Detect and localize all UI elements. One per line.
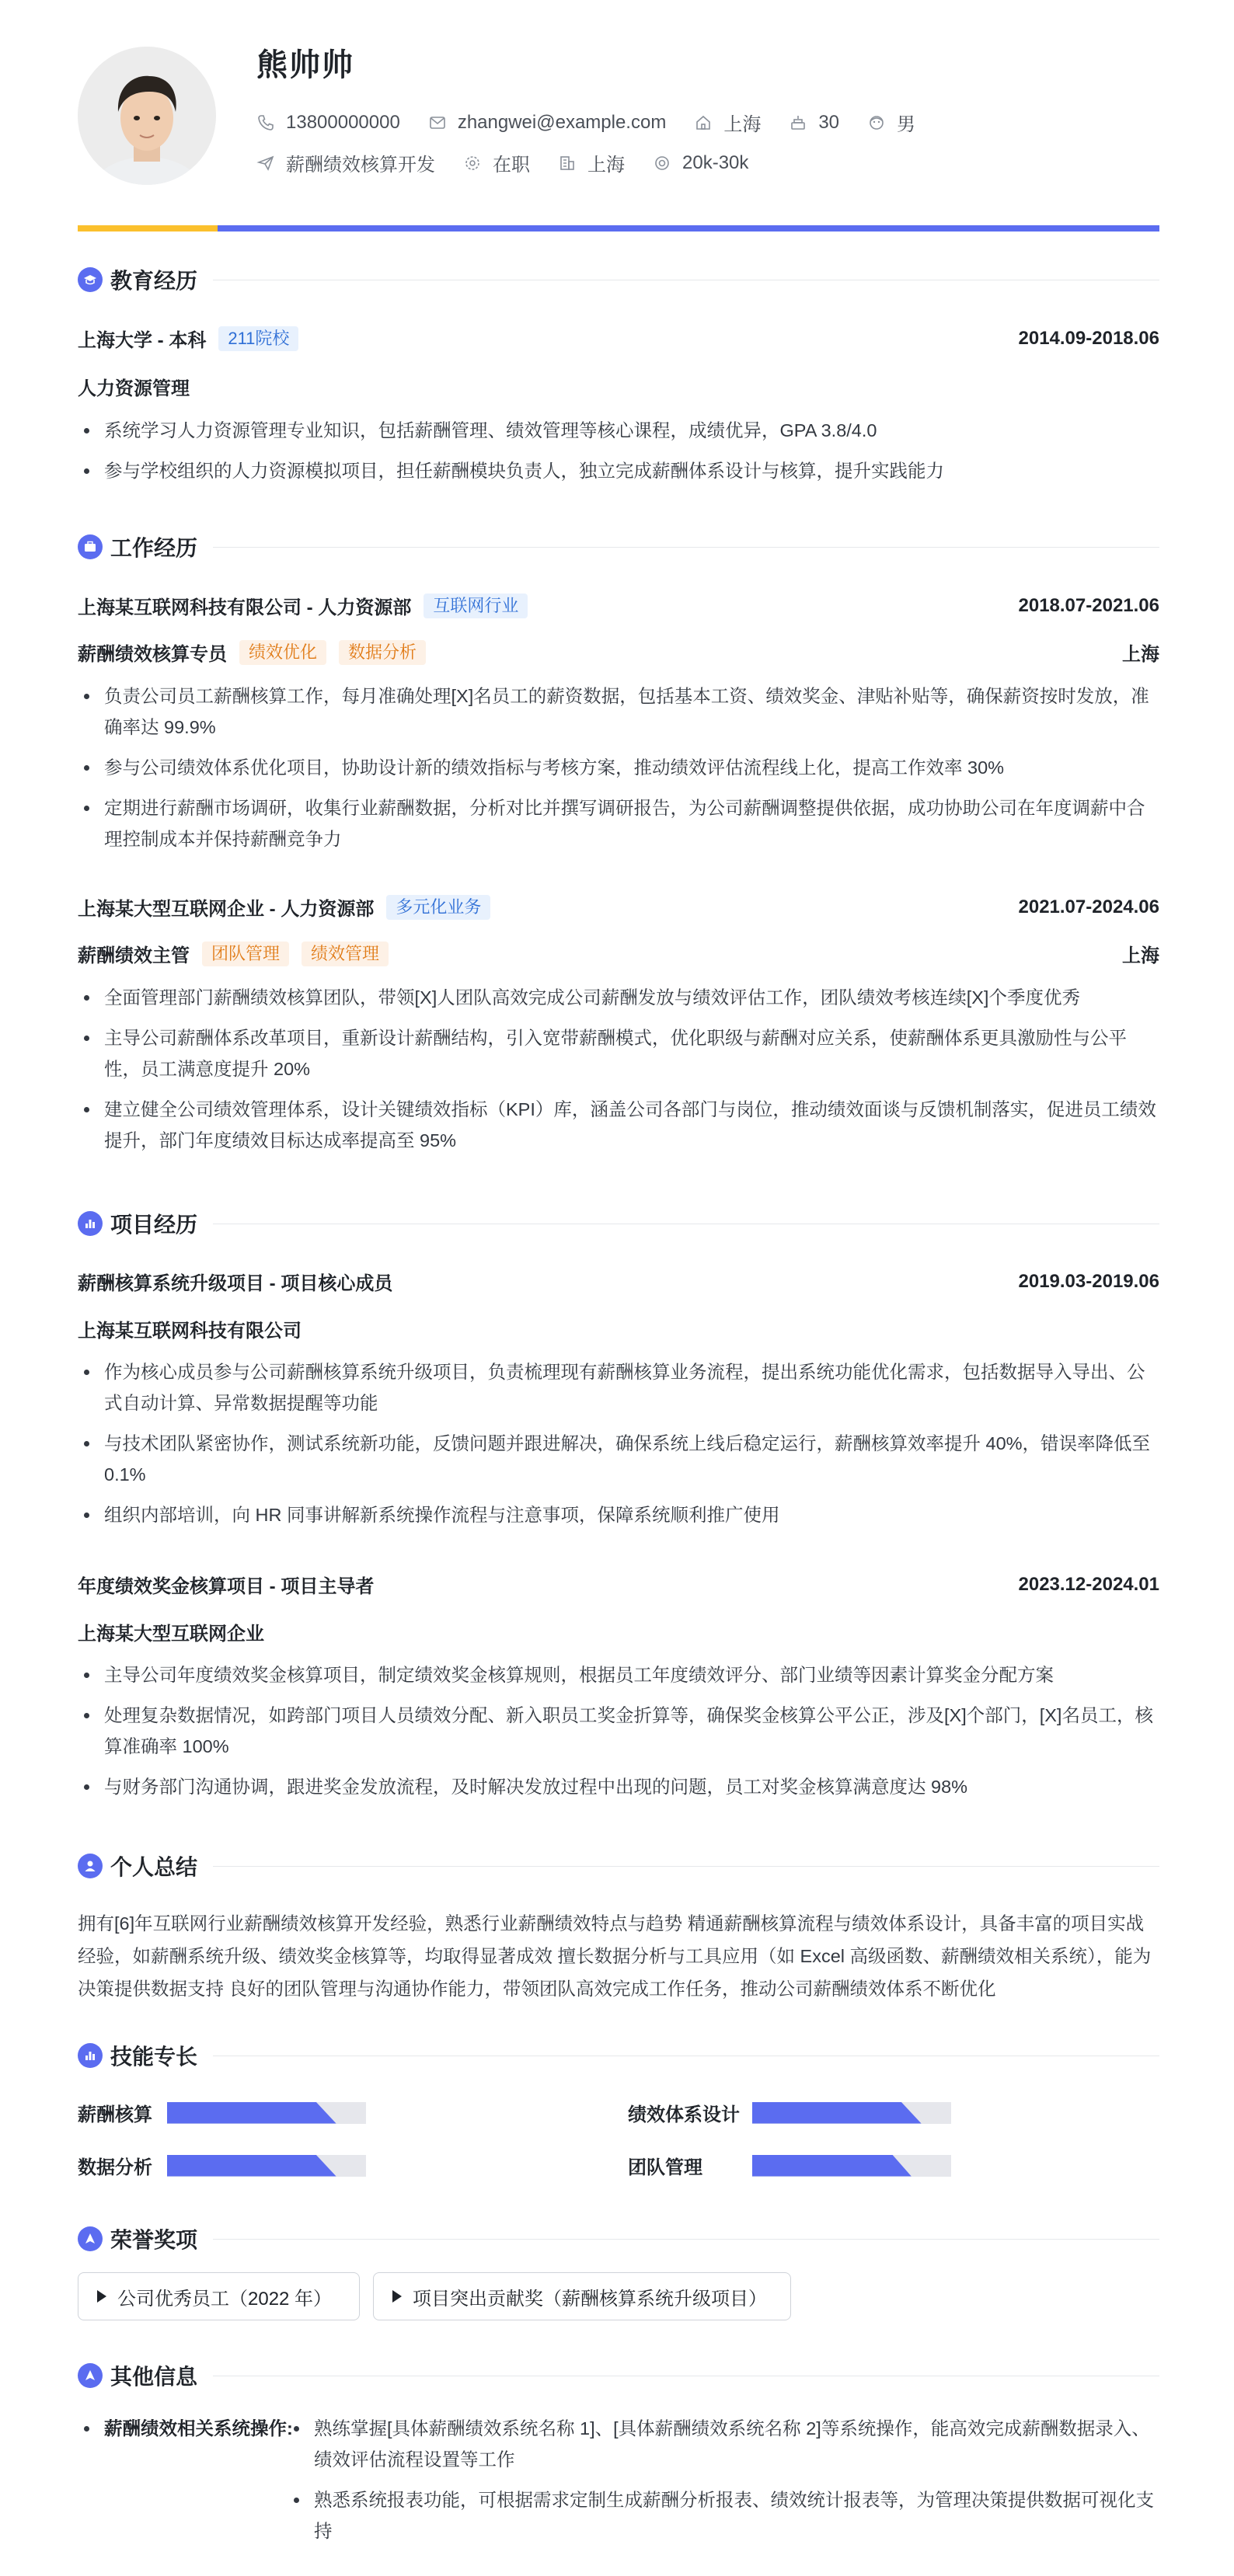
briefcase-icon <box>78 534 103 559</box>
list-item: 处理复杂数据情况，如跨部门项目人员绩效分配、新入职员工奖金折算等，确保奖金核算公平公正，涉及[X]个部门，[X]名员工，核算准确率 100% <box>78 1700 1159 1762</box>
project-date: 2023.12-2024.01 <box>1018 1573 1159 1595</box>
status-value: 在职 <box>493 155 530 176</box>
gender-item <box>867 109 915 136</box>
skill-bar <box>167 2102 366 2124</box>
gender-value: 男 <box>897 114 916 135</box>
work-date: 2021.07-2024.06 <box>1018 896 1159 917</box>
home-value: 上海 <box>723 114 762 135</box>
work-location: 上海 <box>1122 644 1159 665</box>
section-title: 技能专长 <box>110 2045 198 2069</box>
job-item <box>256 149 435 176</box>
user-icon <box>78 1854 103 1878</box>
work-date: 2018.07-2021.06 <box>1018 594 1159 616</box>
project-row <box>78 1268 1159 1295</box>
education-list <box>78 415 1159 496</box>
summary-text: 拥有[6]年互联网行业薪酬绩效核算开发经验，熟悉行业薪酬绩效特点与趋势 精通薪酬核算流程与绩效体系设计，具备丰富的项目实战经验，如薪酬系统升级、绩效奖金核算等，均取得显著成效 擅长数据分析与工具应用（如 Excel 高级函数、薪酬绩效相关系统），能为决策提供数据支持 良好的团队管理与沟通协作能力，带领团队高效完成工作任务，推动公司薪酬绩效体系不断优化 <box>78 1913 1152 1999</box>
award-icon <box>78 2226 103 2251</box>
industry-tag: 多元化业务 <box>386 895 490 920</box>
salary-value: 20k-30k <box>682 151 749 173</box>
salary-item <box>653 152 748 174</box>
skill-bar <box>752 2102 951 2124</box>
honor-item <box>373 2272 791 2320</box>
age-value: 30 <box>818 111 840 133</box>
skill-item <box>628 2152 951 2179</box>
skill-name: 绩效体系设计 <box>628 2104 740 2125</box>
work-location: 上海 <box>1122 945 1159 966</box>
section-title: 项目经历 <box>110 1213 198 1237</box>
header-divider <box>78 225 1159 231</box>
gender-icon <box>867 113 886 132</box>
list-item: 与技术团队紧密协作，测试系统新功能，反馈问题并跟进解决，确保系统上线后稳定运行，薪酬核算效率提升 40%，错误率降低至 0.1% <box>78 1428 1159 1490</box>
skill-tag: 数据分析 <box>339 640 426 665</box>
position-row <box>78 639 1159 666</box>
email-value: zhangwei@example.com <box>457 111 667 133</box>
project-date: 2019.03-2019.06 <box>1018 1270 1159 1292</box>
triangle-icon <box>392 2290 402 2303</box>
section-title: 其他信息 <box>110 2365 198 2389</box>
age-item <box>789 112 839 134</box>
list-item: 熟练掌握[具体薪酬绩效系统名称 1]、[具体薪酬绩效系统名称 2]等系统操作，能高效完成薪酬数据录入、绩效评估流程设置等工作 <box>288 2413 1159 2475</box>
section-education <box>78 264 1159 295</box>
age-icon <box>789 113 807 132</box>
list-item: 参与公司绩效体系优化项目，协助设计新的绩效指标与考核方案，推动绩效评估流程线上化，提高工作效率 30% <box>78 752 1159 783</box>
status-icon <box>463 154 482 172</box>
school-name: 上海大学 - 本科 <box>78 330 207 351</box>
skill-bar <box>167 2155 366 2177</box>
section-work <box>78 531 1159 562</box>
section-title: 荣誉奖项 <box>110 2228 198 2252</box>
skill-bar-fill <box>752 2155 912 2177</box>
city-item <box>558 149 625 176</box>
skill-bar-fill <box>752 2102 922 2124</box>
home-icon <box>694 113 713 132</box>
skill-bar <box>752 2155 951 2177</box>
section-projects <box>78 1208 1159 1239</box>
section-title: 工作经历 <box>110 536 198 560</box>
skill-item <box>78 2099 366 2126</box>
section-skills <box>78 2040 1159 2071</box>
list-item: 参与学校组织的人力资源模拟项目，担任薪酬模块负责人，独立完成薪酬体系设计与核算，提升实践能力 <box>78 455 1159 486</box>
project-list <box>78 1356 1159 1540</box>
job-intent-row <box>256 149 776 176</box>
position-row <box>78 940 1159 967</box>
work-row <box>78 893 1159 921</box>
project-name: 薪酬核算系统升级项目 - 项目核心成员 <box>78 1273 393 1294</box>
position-name: 薪酬绩效核算专员 <box>78 644 227 665</box>
education-date: 2014.09-2018.06 <box>1018 327 1159 349</box>
candidate-name: 熊帅帅 <box>256 48 354 82</box>
list-item: 熟悉系统报表功能，可根据需求定制生成薪酬分析报表、绩效统计报表等，为管理决策提供数据可视化支持 <box>288 2484 1159 2546</box>
status-item <box>463 149 530 176</box>
section-summary <box>78 1850 1159 1882</box>
school-tag: 211院校 <box>218 326 298 351</box>
skill-name: 团队管理 <box>628 2157 702 2178</box>
work-row <box>78 592 1159 619</box>
list-item: 组织内部培训，向 HR 同事讲解新系统操作流程与注意事项，保障系统顺利推广使用 <box>78 1499 1159 1530</box>
list-item: 系统学习人力资源管理专业知识，包括薪酬管理、绩效管理等核心课程，成绩优异，GPA 3.8/4.0 <box>78 415 1159 446</box>
section-other <box>78 2360 1159 2391</box>
contact-row <box>256 109 943 136</box>
triangle-icon <box>97 2290 106 2303</box>
avatar <box>78 47 216 185</box>
email-item <box>428 112 667 134</box>
list-item: 定期进行薪酬市场调研，收集行业薪酬数据，分析对比并撰写调研报告，为公司薪酬调整提供依据，成功协助公司在年度调薪中合理控制成本并保持薪酬竞争力 <box>78 792 1159 855</box>
project-company: 上海某互联网科技有限公司 <box>78 1321 302 1342</box>
work-list <box>78 681 1159 864</box>
list-item: 建立健全公司绩效管理体系，设计关键绩效指标（KPI）库，涵盖公司各部门与岗位，推动绩效面谈与反馈机制落实，促进员工绩效提升，部门年度绩效目标达成率提高至 95% <box>78 1094 1159 1156</box>
position-name: 薪酬绩效主管 <box>78 945 190 966</box>
skill-item <box>78 2152 366 2179</box>
list-item: 主导公司薪酬体系改革项目，重新设计薪酬结构，引入宽带薪酬模式，优化职级与薪酬对应关系，使薪酬体系更具激励性与公平性，员工满意度提升 20% <box>78 1022 1159 1084</box>
other-label: 薪酬绩效相关系统操作: <box>104 2418 293 2438</box>
list-item: 主导公司年度绩效奖金核算项目，制定绩效奖金核算规则，根据员工年度绩效评分、部门业绩等因素计算奖金分配方案 <box>78 1659 1159 1690</box>
company-name: 上海某互联网科技有限公司 - 人力资源部 <box>78 597 412 618</box>
phone-icon <box>256 113 275 132</box>
major: 人力资源管理 <box>78 378 190 399</box>
list-item: 负责公司员工薪酬核算工作，每月准确处理[X]名员工的薪资数据，包括基本工资、绩效奖金、津贴补贴等，确保薪资按时发放，准确率达 99.9% <box>78 681 1159 743</box>
project-list <box>78 1659 1159 1812</box>
skill-name: 薪酬核算 <box>78 2104 152 2125</box>
skill-tag: 绩效管理 <box>302 942 389 966</box>
company-name: 上海某大型互联网企业 - 人力资源部 <box>78 899 375 920</box>
skill-bar-fill <box>167 2155 336 2177</box>
honor-item <box>78 2272 360 2320</box>
industry-tag: 互联网行业 <box>424 594 528 618</box>
skill-name: 数据分析 <box>78 2157 152 2178</box>
phone-item <box>256 112 400 134</box>
education-row <box>78 325 1159 352</box>
section-title: 教育经历 <box>110 269 198 293</box>
honor-label: 公司优秀员工（2022 年） <box>117 2288 333 2310</box>
skill-tag: 绩效优化 <box>239 640 326 665</box>
list-item: 与财务部门沟通协调，跟进奖金发放流程，及时解决发放过程中出现的问题，员工对奖金核算满意度达 98% <box>78 1771 1159 1802</box>
list-item: 作为核心成员参与公司薪酬核算系统升级项目，负责梳理现有薪酬核算业务流程，提出系统功能优化需求，包括数据导入导出、公式自动计算、异常数据提醒等功能 <box>78 1356 1159 1419</box>
home-item <box>694 109 761 136</box>
project-company: 上海某大型互联网企业 <box>78 1624 264 1645</box>
list-item: 全面管理部门薪酬绩效核算团队，带领[X]人团队高效完成公司薪酬发放与绩效评估工作，团队绩效考核连续[X]个季度优秀 <box>78 982 1159 1013</box>
mail-icon <box>428 113 447 132</box>
send-icon <box>256 154 275 172</box>
skill-item <box>628 2099 951 2126</box>
project-row <box>78 1571 1159 1598</box>
skill-tag: 团队管理 <box>202 942 289 966</box>
section-honors <box>78 2223 1159 2254</box>
job-value: 薪酬绩效核算开发 <box>286 155 435 176</box>
city-value: 上海 <box>587 155 625 176</box>
building-icon <box>558 154 577 172</box>
project-name: 年度绩效奖金核算项目 - 项目主导者 <box>78 1576 375 1597</box>
skill-bar-fill <box>167 2102 336 2124</box>
salary-icon <box>653 154 671 172</box>
award-icon <box>78 2363 103 2388</box>
education-icon <box>78 267 103 292</box>
phone-value: 13800000000 <box>286 111 400 133</box>
chart-icon <box>78 2043 103 2068</box>
honor-label: 项目突出贡献奖（薪酬核算系统升级项目） <box>413 2288 767 2310</box>
work-list <box>78 982 1159 1165</box>
other-list <box>288 2413 1159 2556</box>
section-title: 个人总结 <box>110 1855 198 1879</box>
chart-icon <box>78 1211 103 1236</box>
